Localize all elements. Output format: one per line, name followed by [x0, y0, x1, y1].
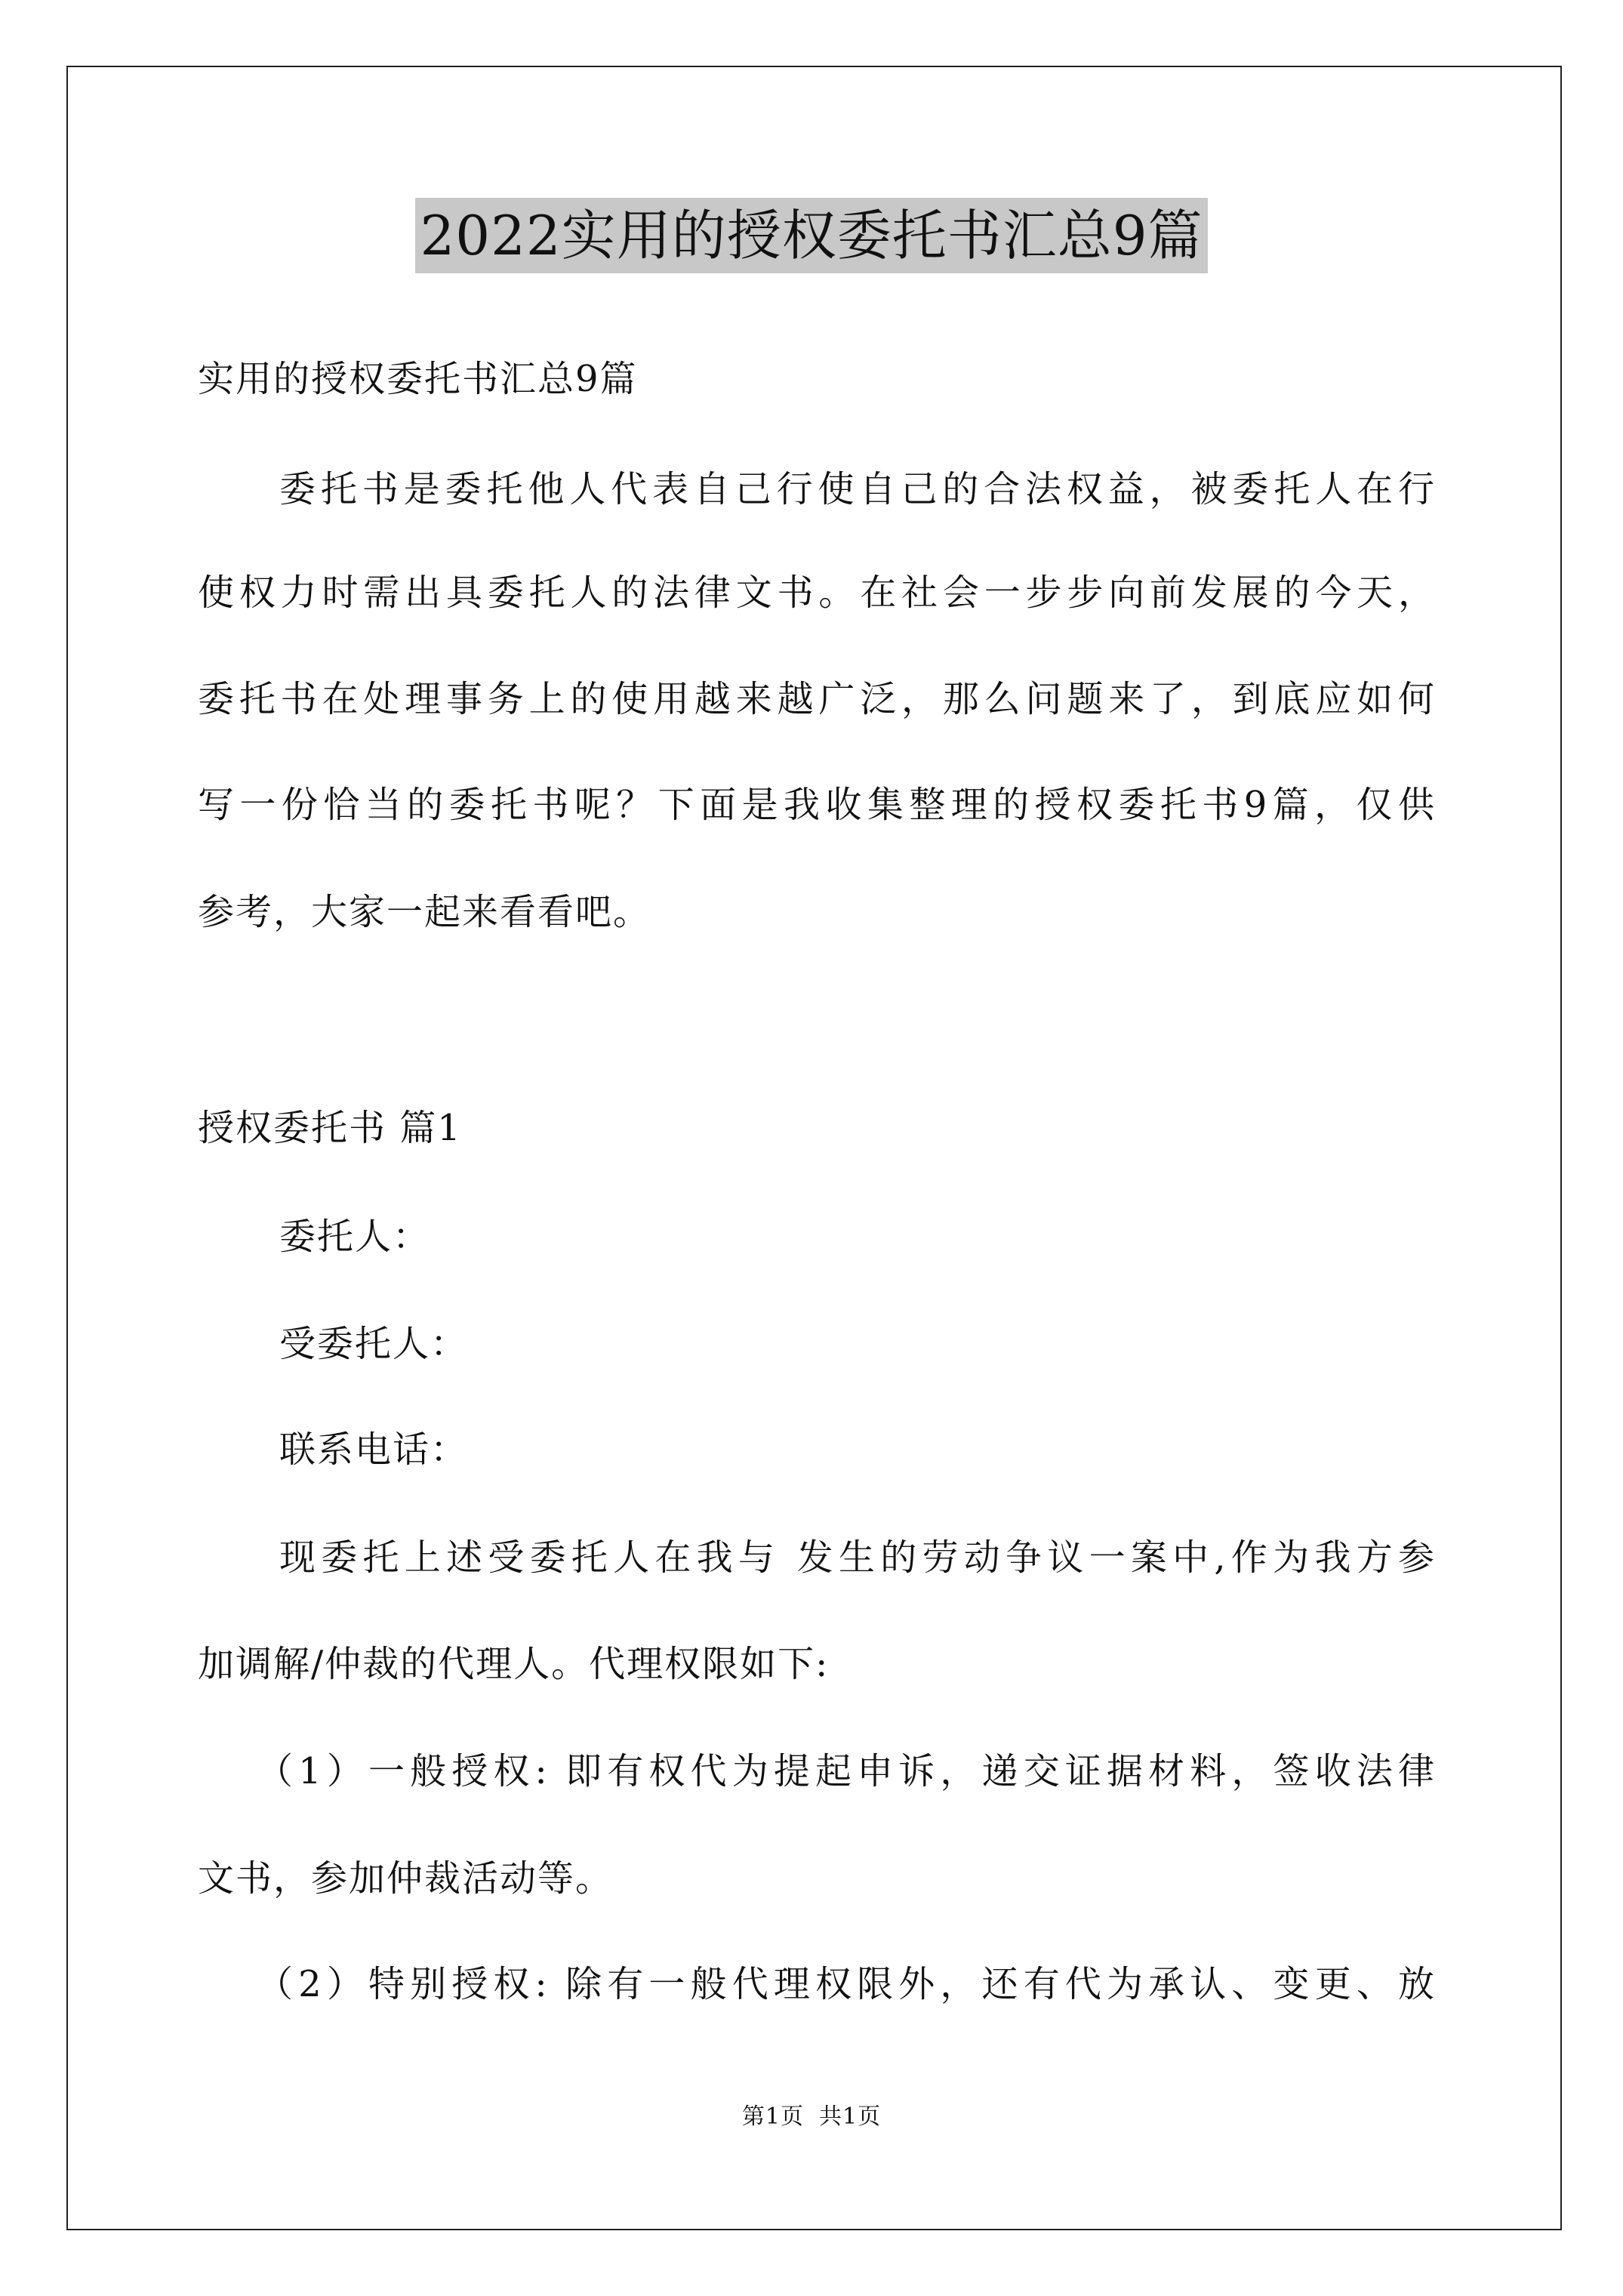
document-title: 2022实用的授权委托书汇总9篇 — [415, 198, 1207, 273]
paragraph-line: （2）特别授权: 除有一般代理权限外，还有代为承认、变更、放 — [257, 1963, 1436, 2005]
paragraph-line: 参考，大家一起来看看吧。 — [198, 891, 651, 933]
paragraph-line: 现委托上述受委托人在我与 发生的劳动争议一案中,作为我方参 — [279, 1536, 1436, 1579]
paragraph-line: 加调解/仲裁的代理人。代理权限如下: — [198, 1643, 830, 1685]
paragraph-line: （1）一般授权: 即有权代为提起申诉，递交证据材料，签收法律 — [257, 1750, 1436, 1792]
section-heading: 授权委托书 篇1 — [198, 1107, 462, 1149]
paragraph-line: 文书，参加仲裁活动等。 — [198, 1857, 614, 1900]
field-label-agent: 受委托人： — [279, 1323, 469, 1365]
paragraph-line: 委托书在处理事务上的使用越来越广泛，那么问题来了，到底应如何 — [198, 678, 1436, 720]
title-container — [0, 198, 1623, 273]
document-subtitle: 实用的授权委托书汇总9篇 — [198, 358, 638, 400]
page-number-current: 第1页 — [741, 2103, 804, 2130]
paragraph-line: 使权力时需出具委托人的法律文书。在社会一步步向前发展的今天， — [198, 572, 1436, 614]
field-label-phone: 联系电话： — [279, 1428, 469, 1471]
page-number-total: 共1页 — [819, 2103, 882, 2130]
paragraph-line: 委托书是委托他人代表自己行使自己的合法权益，被委托人在行 — [279, 468, 1436, 510]
page-footer — [0, 2102, 1623, 2132]
field-label-principal: 委托人： — [279, 1216, 431, 1258]
paragraph-line: 写一份恰当的委托书呢？下面是我收集整理的授权委托书9篇，仅供 — [198, 784, 1436, 826]
